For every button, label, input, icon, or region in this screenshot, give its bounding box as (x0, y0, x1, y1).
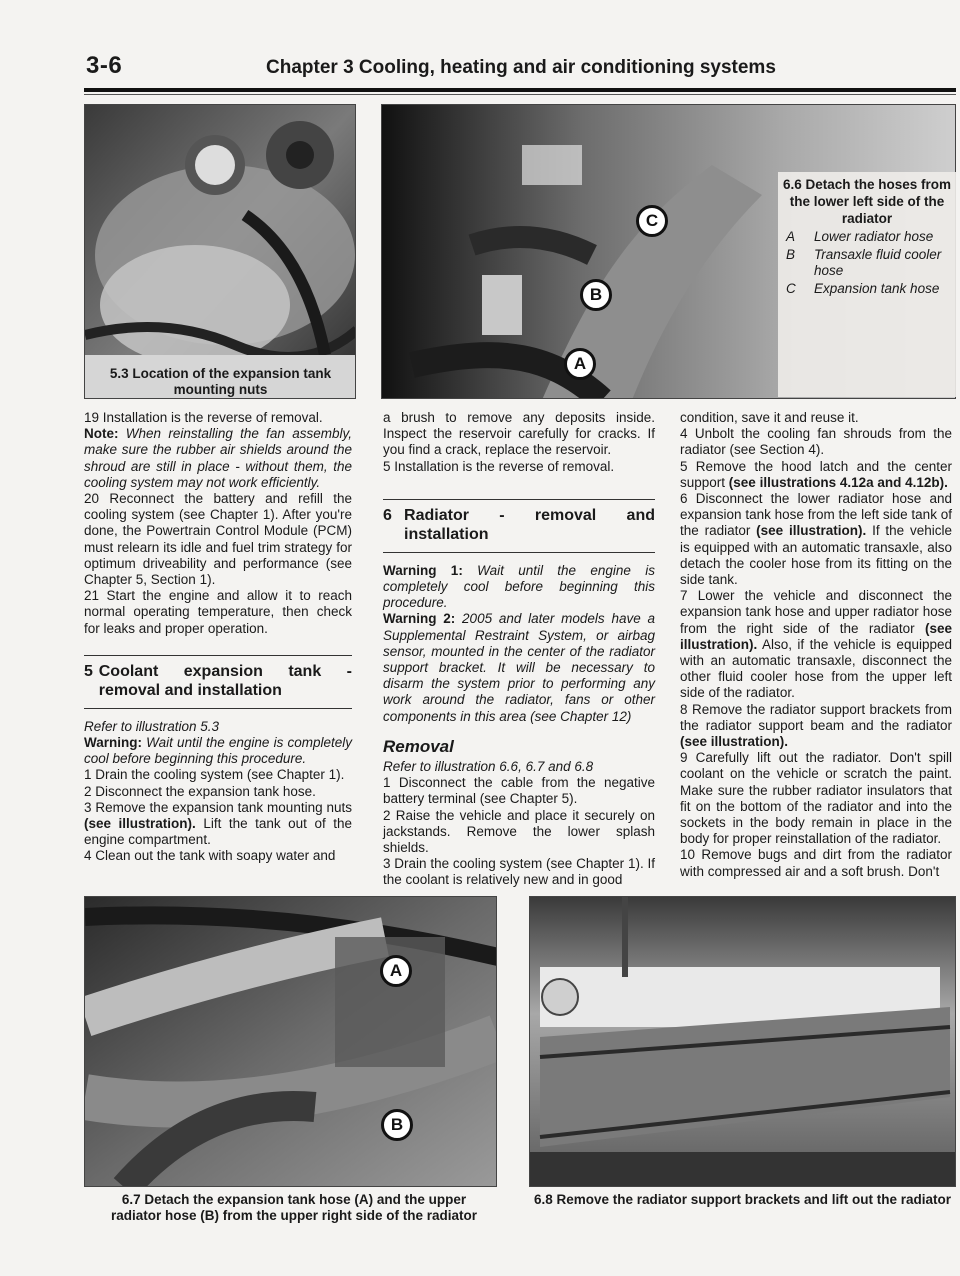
header-rule (84, 88, 956, 92)
step-6-text: 6 Disconnect the lower radiator hose and expansion tank hose from the left side tank of the radiator (680, 491, 952, 539)
page-number: 3-6 (86, 52, 123, 79)
key-text: Expansion tank hose (814, 281, 940, 296)
see-illustration-ref: (see illustration). (680, 620, 952, 652)
key-row-a (778, 229, 956, 245)
section-number: 5 (84, 662, 93, 680)
section-rule (383, 552, 655, 553)
warning-1-text: Wait until the engine is completely cool before beginning this procedure. (383, 562, 655, 611)
section-rule (84, 655, 352, 656)
step-7-text-end: Also, if the vehicle is equipped with an automatic transaxle, disconnect the other fluid cooler hose from the upper left side of the radiator. (680, 636, 952, 701)
warning-2 (383, 611, 655, 724)
section-number: 6 (383, 506, 392, 524)
section-title: Coolant expansion tank - removal and installation (98, 662, 352, 699)
refer-text: Refer to illustration 6.6, 6.7 and 6.8 (383, 759, 594, 775)
callout-b: B (381, 1109, 413, 1141)
note-label: Note: (84, 426, 119, 442)
note-text: When reinstalling the fan assembly, make sure the rubber air shields around the shroud are still in place - without them, the cooling system may not work efficiently. (84, 426, 352, 490)
text-column-1 (84, 410, 352, 865)
refer-text: Refer to illustration 5.3 (84, 718, 220, 734)
section-rule (383, 499, 655, 500)
warning-label: Warning: (84, 735, 142, 751)
warning-2-label: Warning 2: (383, 611, 456, 627)
photo-6-7-image (85, 897, 497, 1187)
photo-6-8-image (530, 897, 956, 1187)
text-column-2 (383, 410, 655, 889)
paragraph-19: 19 Installation is the reverse of removal. (84, 410, 323, 425)
step-8 (680, 702, 952, 751)
step-3-text-end: Lift the tank out of the engine compartment. (84, 816, 352, 848)
see-illustration-ref: (see illustration). (84, 816, 196, 832)
chapter-title: Chapter 3 Cooling, heating and air conditioning systems (266, 57, 776, 78)
step-6-text-end: If the vehicle is equipped with an automatic transaxle, also detach the cooler hose from its fitting on the side tank. (680, 523, 952, 588)
section-title: Radiator - removal and installation (404, 506, 655, 543)
section-rule (84, 708, 352, 709)
key-text: Lower radiator hose (814, 229, 934, 244)
step-5-text: 5 Remove the hood latch and the center support (680, 458, 952, 490)
photo-6-7 (84, 896, 497, 1187)
step-9: 9 Carefully lift out the radiator. Don't spill coolant on the vehicle or scratch the paint. Make sure the rubber radiator insulators that fit on the bottom of the radiator and into the sockets in the body remain in place in the body for proper reinstallation of the radiator. (680, 750, 952, 847)
step-5 (680, 459, 952, 491)
key-letter: B (786, 247, 796, 262)
callout-b: B (580, 279, 612, 311)
callout-a: A (564, 348, 596, 380)
step-7 (680, 588, 952, 701)
header-rule-thin (84, 94, 956, 95)
callout-a: A (380, 955, 412, 987)
section-5-heading (84, 662, 352, 700)
step-8-text: 8 Remove the radiator support brackets from the radiator support beam and the radiator (680, 701, 952, 733)
note (84, 426, 352, 491)
step-5: 5 Installation is the reverse of removal. (383, 458, 615, 474)
warning-1-label: Warning 1: (383, 562, 463, 578)
warning-1 (383, 563, 655, 612)
paragraph-continued: a brush to remove any deposits inside. Inspect the reservoir carefully for cracks. If you find a crack, replace the reservoir. (383, 410, 655, 458)
warning-2-text: 2005 and later models have a Supplemental Restraint System, or airbag sensor, mounted in the center of the radiator support bracket. It will be necessary to disarm the system prior to performing any work around the radiator, fans or other components in this area (see Chapter 12) (383, 611, 655, 724)
figure-6-6-title: 6.6 Detach the hoses from the lower left side of the radiator (782, 177, 952, 226)
photo-5-3-image (85, 105, 356, 399)
see-illustrations-ref: (see illustrations 4.12a and 4.12b). (728, 474, 948, 490)
removal-subheading: Removal (383, 736, 454, 756)
see-illustration-ref: (see illustration). (680, 734, 789, 750)
key-letter: C (786, 281, 796, 296)
step-10: 10 Remove bugs and dirt from the radiator with compressed air and a soft brush. Don't (680, 847, 952, 879)
photo-6-8 (529, 896, 956, 1187)
figure-6-6-key (778, 172, 956, 397)
caption-6-7: 6.7 Detach the expansion tank hose (A) and the upper radiator hose (B) from the upper right side of the radiator (110, 1192, 478, 1223)
text-column-3 (680, 410, 952, 880)
step-2: 2 Disconnect the expansion tank hose. (84, 783, 316, 799)
key-row-c (778, 281, 956, 297)
step-1: 1 Disconnect the cable from the negative battery terminal (see Chapter 5). (383, 775, 655, 807)
warning-text: Wait until the engine is completely cool before beginning this procedure. (84, 735, 352, 767)
step-3 (84, 800, 352, 849)
paragraph-21: 21 Start the engine and allow it to reach normal operating temperature, then check for leaks and proper operation. (84, 588, 352, 636)
section-6-heading (383, 506, 655, 544)
step-3: 3 Drain the cooling system (see Chapter 1). If the coolant is relatively new and in good (383, 856, 655, 888)
key-text: Transaxle fluid cooler hose (814, 247, 942, 278)
key-row-b (778, 247, 956, 279)
step-4: 4 Unbolt the cooling fan shrouds from the radiator (see Section 4). (680, 426, 952, 458)
warning (84, 735, 352, 767)
step-3-text: 3 Remove the expansion tank mounting nuts (84, 799, 352, 815)
paragraph-continued: condition, save it and reuse it. (680, 410, 859, 425)
callout-c: C (636, 205, 668, 237)
step-4: 4 Clean out the tank with soapy water and (84, 848, 336, 864)
photo-5-3 (84, 104, 356, 399)
caption-6-8: 6.8 Remove the radiator support brackets and lift out the radiator (533, 1192, 952, 1207)
step-1: 1 Drain the cooling system (see Chapter 1). (84, 767, 345, 783)
step-6 (680, 491, 952, 588)
paragraph-20: 20 Reconnect the battery and refill the cooling system (see Chapter 1). After you're done, the Powertrain Control Module (PCM) must relearn its idle and fuel trim strategy for optimum driveability and performance (see Chapter 5, Section 1). (84, 491, 352, 588)
caption-5-3: 5.3 Location of the expansion tank mounting nuts (109, 366, 332, 397)
step-2: 2 Raise the vehicle and place it securely on jackstands. Remove the lower splash shields. (383, 807, 655, 856)
see-illustration-ref: (see illustration). (756, 523, 867, 539)
key-letter: A (786, 229, 796, 244)
step-7-text: 7 Lower the vehicle and disconnect the expansion tank hose and upper radiator hose from the right side of the radiator (680, 588, 952, 636)
